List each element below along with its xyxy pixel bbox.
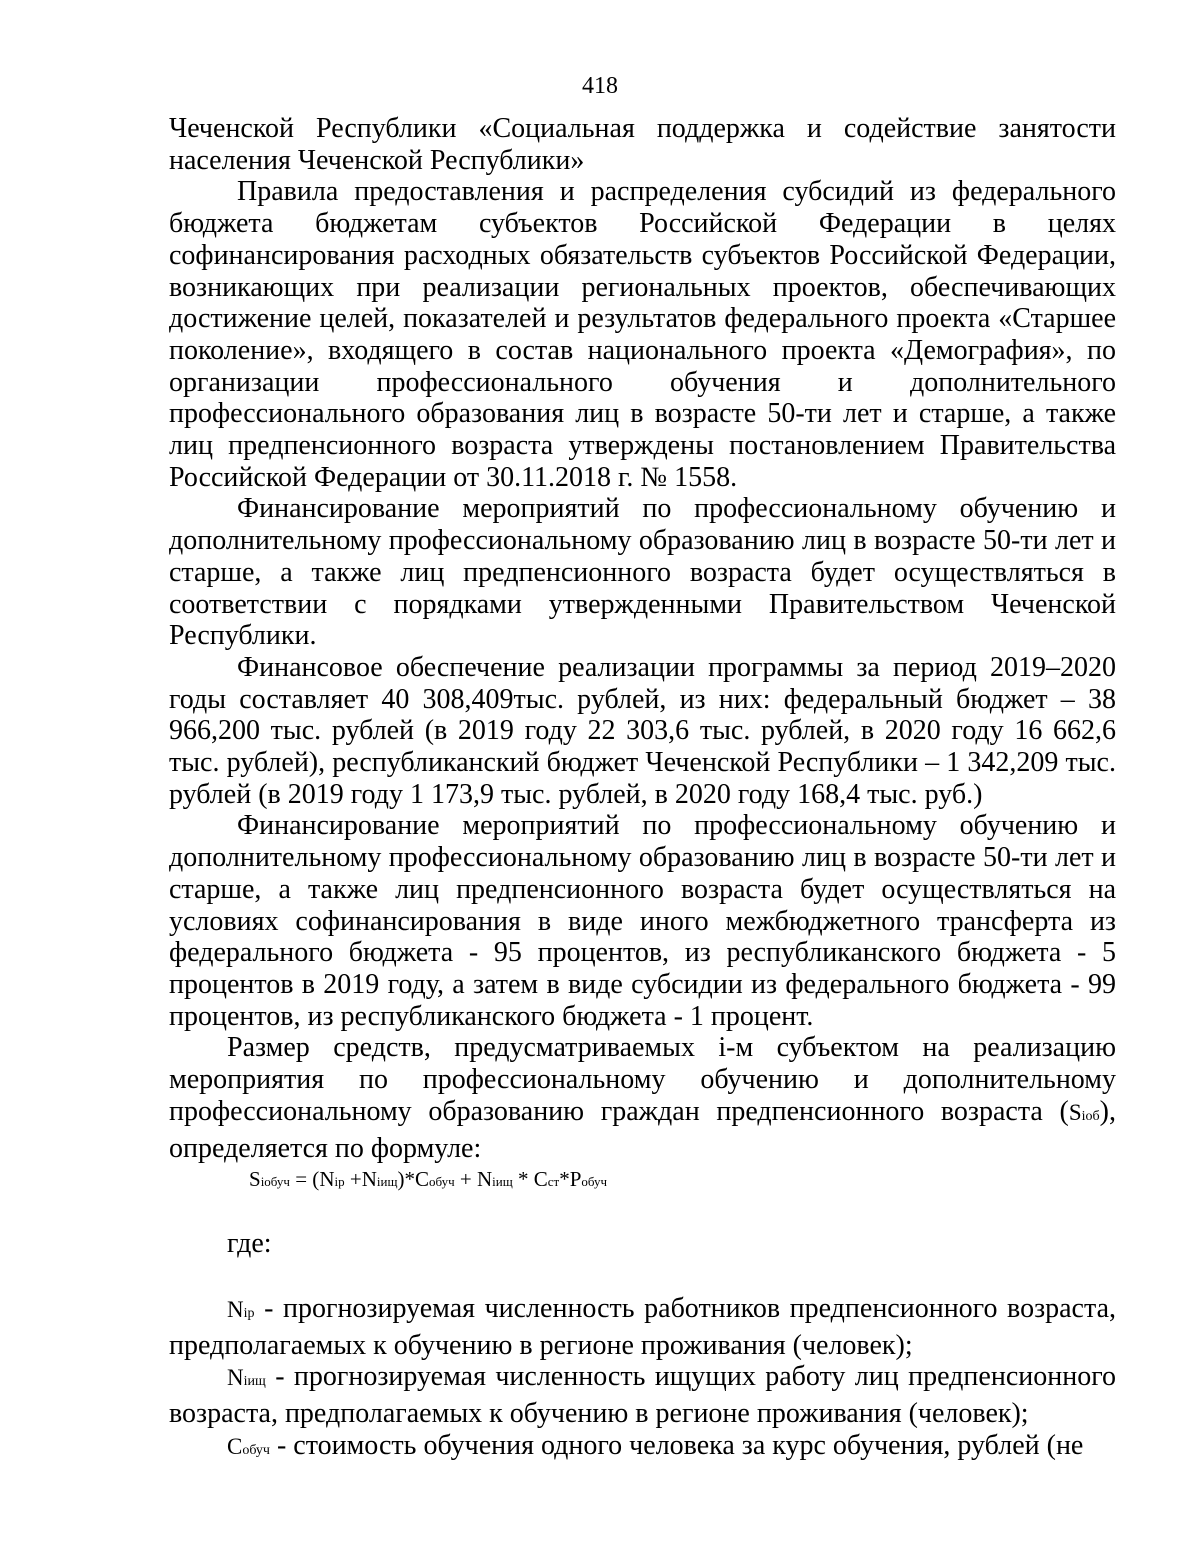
paragraph-formula-intro — [169, 1032, 1116, 1164]
symbol-niisch: Niищ — [227, 1365, 266, 1391]
definition-cobuch: Cобуч - стоимость обучения одного человека за курс обучения, рублей (не — [227, 1429, 1084, 1461]
symbol-s-iob: Siоб — [1068, 1099, 1100, 1125]
definition-niisch: Niищ - прогнозируемая численность ищущих работу лиц предпенсионного возраста, предполагаемых к обучению в регионе проживания (человек); — [169, 1361, 1116, 1430]
symbol-cobuch: Cобуч — [227, 1433, 270, 1459]
formula-intro-text: Размер средств, предусматриваемых i-м субъектом на реализацию мероприятия по профессиональному обучению и дополнительному профессиональному образованию граждан предпенсионного возраста ( — [169, 1032, 1116, 1127]
paragraph-continuation: Чеченской Республики «Социальная поддержка и содействие занятости населения Чеченской Республики» — [169, 113, 1116, 176]
page-number: 418 — [582, 73, 618, 99]
paragraph-rules: Правила предоставления и распределения субсидий из федерального бюджета бюджетам субъектов Российской Федерации в целях софинансирования расходных обязательств субъектов Российской Федерации, возникающих при реализации региональных проектов, обеспечивающих достижение целей, показателей и результатов федерального проекта «Старшее поколение», входящего в состав национального проекта «Демография», по организации профессионального обучения и дополнительного профессионального образования лиц в возрасте 50-ти лет и старше, а также лиц предпенсионного возраста утверждены постановлением Правительства Российской Федерации от 30.11.2018 г. № 1558. — [169, 176, 1116, 493]
paragraph-cofinancing: Финансирование мероприятий по профессиональному обучению и дополнительному профессиональному образованию лиц в возрасте 50-ти лет и старше, а также лиц предпенсионного возраста будет осуществляться на условиях софинансирования в виде иного межбюджетного трансферта из федерального бюджета - 95 процентов, из республиканского бюджета - 5 процентов в 2019 году, а затем в виде субсидии из федерального бюджета - 99 процентов, из республиканского бюджета - 1 процент. — [169, 810, 1116, 1032]
symbol-nip: Nip — [227, 1296, 255, 1322]
document-body — [169, 113, 1116, 1466]
where-label: где: — [227, 1228, 272, 1260]
paragraph-financing-procedure: Финансирование мероприятий по профессиональному обучению и дополнительному профессиональному образованию лиц в возрасте 50-ти лет и старше, а также лиц предпенсионного возраста будет осуществляться в соответствии с порядками утвержденными Правительством Чеченской Республики. — [169, 493, 1116, 652]
paragraph-financial-support: Финансовое обеспечение реализации программы за период 2019–2020 годы составляет 40 308,409тыс. рублей, из них: федеральный бюджет – 38 966,200 тыс. рублей (в 2019 году 22 303,6 тыс. рублей, в 2020 году 16 662,6 тыс. рублей), республиканский бюджет Чеченской Республики – 1 342,209 тыс. рублей (в 2019 году 1 173,9 тыс. рублей, в 2020 году 168,4 тыс. руб.) — [169, 651, 1116, 810]
formula-intro-tail: ), определяется по формуле: — [169, 1095, 1116, 1164]
definition-nip: Nip - прогнозируемая численность работников предпенсионного возраста, предполагаемых к обучению в регионе проживания (человек); — [169, 1292, 1116, 1361]
formula: Siобуч = (Nip +Niищ)*Cобуч + Niищ * Cст*Pобуч — [249, 1167, 608, 1192]
